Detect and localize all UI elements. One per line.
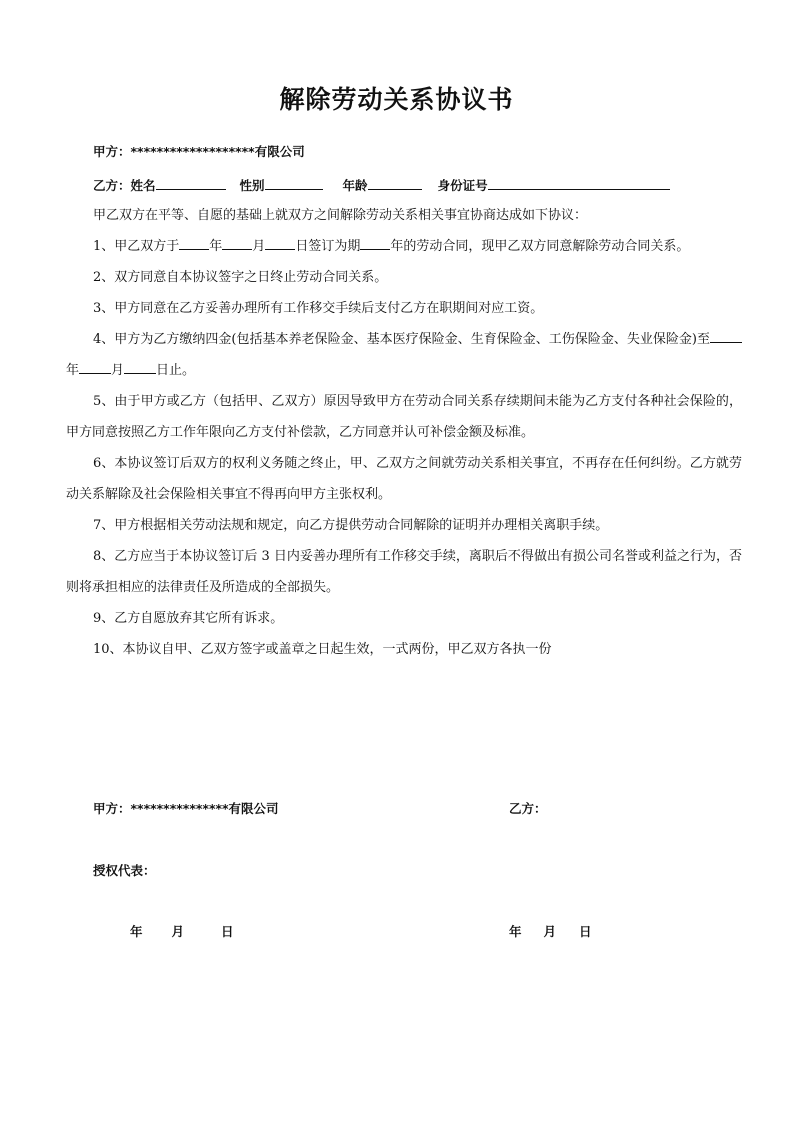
clause-1-day-blank[interactable] <box>265 236 295 250</box>
clause-8: 8、乙方应当于本协议签订后 3 日内妥善办理所有工作移交手续，离职后不得做出有损公司名誉或利益之行为，否则将承担相应的法律责任及所造成的全部损失。 <box>66 549 742 595</box>
clause-4 <box>66 324 742 386</box>
party-a-company: *******************有限公司 <box>130 144 305 159</box>
clause-6: 6、本协议签订后双方的权利义务随之终止，甲、乙双方之间就劳动关系相关事宜，不再存在任何纠纷。乙方就劳动关系解除及社会保险相关事宜不得再向甲方主张权利。 <box>66 456 742 502</box>
name-label: 姓名 <box>130 178 156 193</box>
party-b-signature: 乙方： <box>509 801 547 816</box>
party-b-date-month: 月 <box>543 924 557 939</box>
party-b-date-year: 年 <box>509 924 522 939</box>
clause-1-text-a: 1、甲乙双方于 <box>93 239 180 254</box>
id-number-blank[interactable] <box>488 176 670 190</box>
clause-1-term-blank[interactable] <box>360 236 390 250</box>
clause-4-month-label: 月 <box>111 363 125 378</box>
party-a-sign-date <box>130 922 234 940</box>
gender-label: 性别 <box>239 178 265 193</box>
authorized-representative: 授权代表： <box>93 863 156 878</box>
party-a-date-day: 日 <box>221 924 234 939</box>
clause-4-text: 4、甲方为乙方缴纳四金(包括基本养老保险金、基本医疗保险金、生育保险金、工伤保险金、失业保险金)至 <box>93 332 710 347</box>
name-blank[interactable] <box>156 176 226 190</box>
document-title: 解除劳动关系协议书 <box>279 85 514 114</box>
clause-2: 2、双方同意自本协议签字之日终止劳动合同关系。 <box>93 270 388 285</box>
clause-9: 9、乙方自愿放弃其它所有诉求。 <box>93 611 284 626</box>
clause-10: 10、本协议自甲、乙双方签字或盖章之日起生效，一式两份，甲乙双方各执一份 <box>93 642 552 657</box>
clause-4-month-blank[interactable] <box>79 360 111 374</box>
clause-4-day-label: 日止。 <box>156 363 196 378</box>
clause-1-month-label: 月 <box>252 239 266 254</box>
party-b-line <box>93 176 670 194</box>
clause-1-text-b: 日签订为期 <box>295 239 361 254</box>
party-b-date-day: 日 <box>579 924 592 939</box>
clause-5: 5、由于甲方或乙方（包括甲、乙双方）原因导致甲方在劳动合同关系存续期间未能为乙方支付各种社会保险的，甲方同意按照乙方工作年限向乙方支付补偿款，乙方同意并认可补偿金额及标准。 <box>66 394 742 440</box>
clause-1 <box>66 231 742 262</box>
id-number-label: 身份证号 <box>437 178 488 193</box>
clause-4-year-blank[interactable] <box>710 329 742 343</box>
party-b-label: 乙方： <box>93 178 131 193</box>
party-a-label: 甲方： <box>93 144 131 159</box>
age-blank[interactable] <box>368 176 422 190</box>
clause-1-month-blank[interactable] <box>222 236 252 250</box>
intro-paragraph: 甲乙双方在平等、自愿的基础上就双方之间解除劳动关系相关事宜协商达成如下协议： <box>93 208 588 223</box>
clause-1-text-c: 年的劳动合同，现甲乙双方同意解除劳动合同关系。 <box>390 239 690 254</box>
party-a-line <box>93 144 305 160</box>
age-label: 年龄 <box>342 178 368 193</box>
clause-1-year-label: 年 <box>209 239 223 254</box>
party-a-signature: 甲方：***************有限公司 <box>93 801 279 816</box>
clause-7: 7、甲方根据相关劳动法规和规定，向乙方提供劳动合同解除的证明并办理相关离职手续。 <box>93 518 609 533</box>
gender-blank[interactable] <box>265 176 323 190</box>
clause-4-year-label: 年 <box>66 363 80 378</box>
party-a-date-month: 月 <box>171 924 185 939</box>
clause-3: 3、甲方同意在乙方妥善办理所有工作移交手续后支付乙方在职期间对应工资。 <box>93 301 544 316</box>
party-a-date-year: 年 <box>130 924 143 939</box>
clause-1-year-blank[interactable] <box>179 236 209 250</box>
party-b-sign-date <box>509 922 592 940</box>
clause-4-day-blank[interactable] <box>124 360 156 374</box>
